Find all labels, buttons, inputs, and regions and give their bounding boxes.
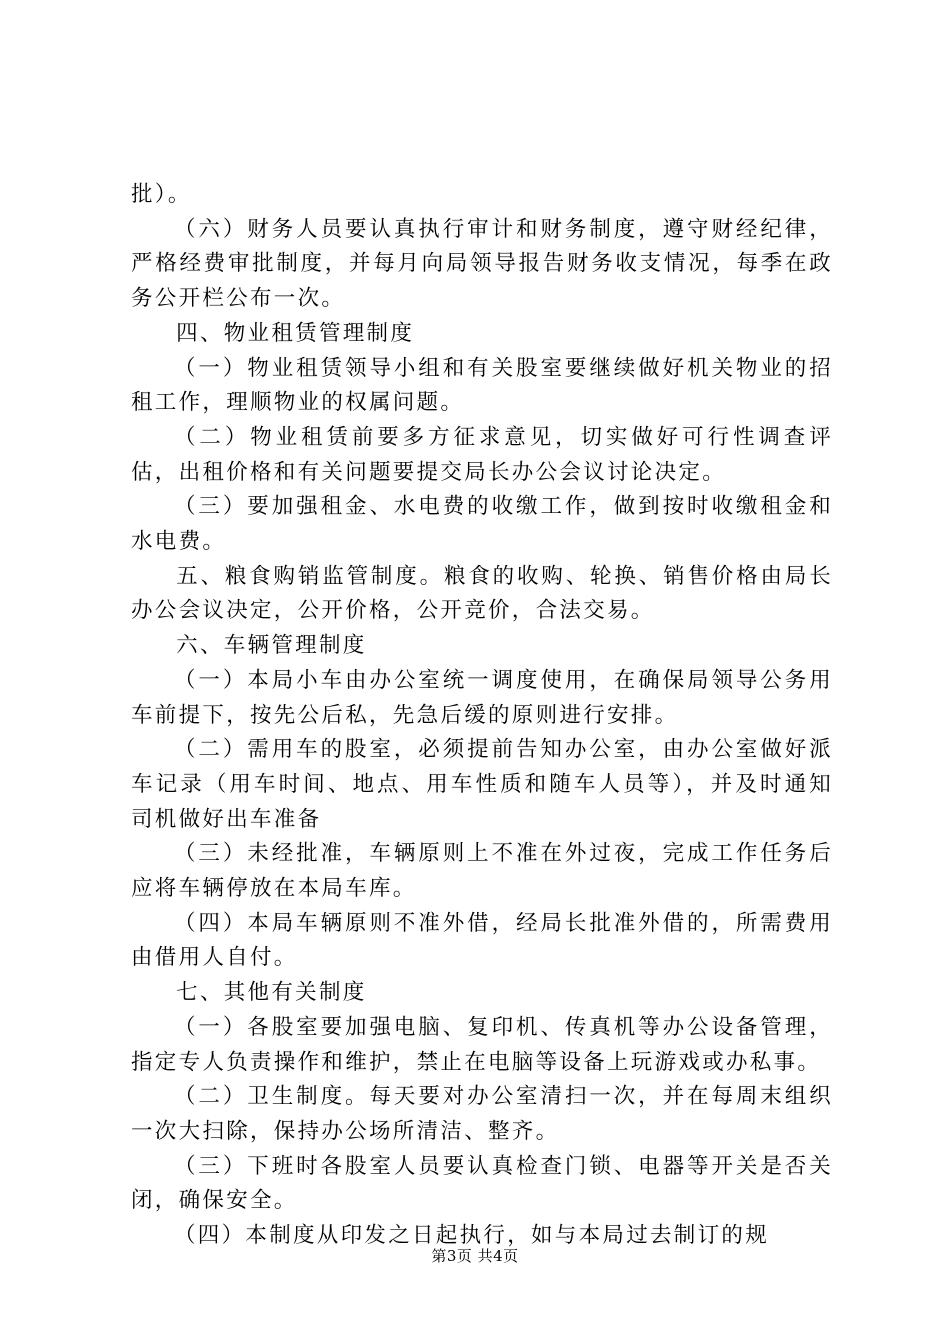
paragraph-vehicle-3: （三）未经批准，车辆原则上不准在外过夜，完成工作任务后应将车辆停放在本局车库。 <box>131 841 833 902</box>
paragraph-other-4: （四）本制度从印发之日起执行，如与本局过去制订的规 <box>174 1223 770 1249</box>
document-body <box>131 178 833 1254</box>
paragraph-vehicle-1: （一）本局小车由办公室统一调度使用，在确保局领导公务用车前提下，按先公后私，先急后缓的原则进行安排。 <box>131 667 833 728</box>
paragraph-other-2: （二）卫生制度。每天要对办公室清扫一次，并在每周末组织一次大扫除，保持办公场所清洁、整齐。 <box>131 1084 833 1144</box>
paragraph-other-3: （三）下班时各股室人员要认真检查门锁、电器等开关是否关闭，确保安全。 <box>131 1153 833 1214</box>
section-heading-property-rental: 四、物业租赁管理制度 <box>176 320 415 346</box>
paragraph-rental-2: （二）物业租赁前要多方征求意见，切实做好可行性调查评估，出租价格和有关问题要提交局长办公会议讨论决定。 <box>131 424 833 485</box>
paragraph-rental-3: （三）要加强租金、水电费的收缴工作，做到按时收缴租金和水电费。 <box>131 494 833 555</box>
paragraph-rental-1: （一）物业租赁领导小组和有关股室要继续做好机关物业的招租工作，理顺物业的权属问题。 <box>131 355 833 416</box>
section-heading-other-rules: 七、其他有关制度 <box>176 980 367 1006</box>
paragraph-finance-6: （六）财务人员要认真执行审计和财务制度，遵守财经纪律，严格经费审批制度，并每月向局领导报告财务收支情况，每季在政务公开栏公布一次。 <box>131 216 833 312</box>
paragraph-continuation: 批）。 <box>131 182 192 207</box>
paragraph-vehicle-2: （二）需用车的股室，必须提前告知办公室，由办公室做好派车记录（用车时间、地点、用车性质和随车人员等），并及时通知司机做好出车准备 <box>131 737 833 832</box>
paragraph-other-1: （一）各股室要加强电脑、复印机、传真机等办公设备管理，指定专人负责操作和维护，禁止在电脑等设备上玩游戏或办私事。 <box>131 1014 833 1075</box>
section-heading-vehicle-management: 六、车辆管理制度 <box>176 633 367 659</box>
paragraph-vehicle-4: （四）本局车辆原则不准外借，经局长批准外借的，所需费用由借用人自付。 <box>131 910 833 971</box>
page-number-footer: 第3页 共4页 <box>431 1247 519 1265</box>
section-heading-grain-supervision: 五、粮食购销监管制度。粮食的收购、轮换、销售价格由局长办公会议决定，公开价格，公开竞价，合法交易。 <box>131 563 833 624</box>
